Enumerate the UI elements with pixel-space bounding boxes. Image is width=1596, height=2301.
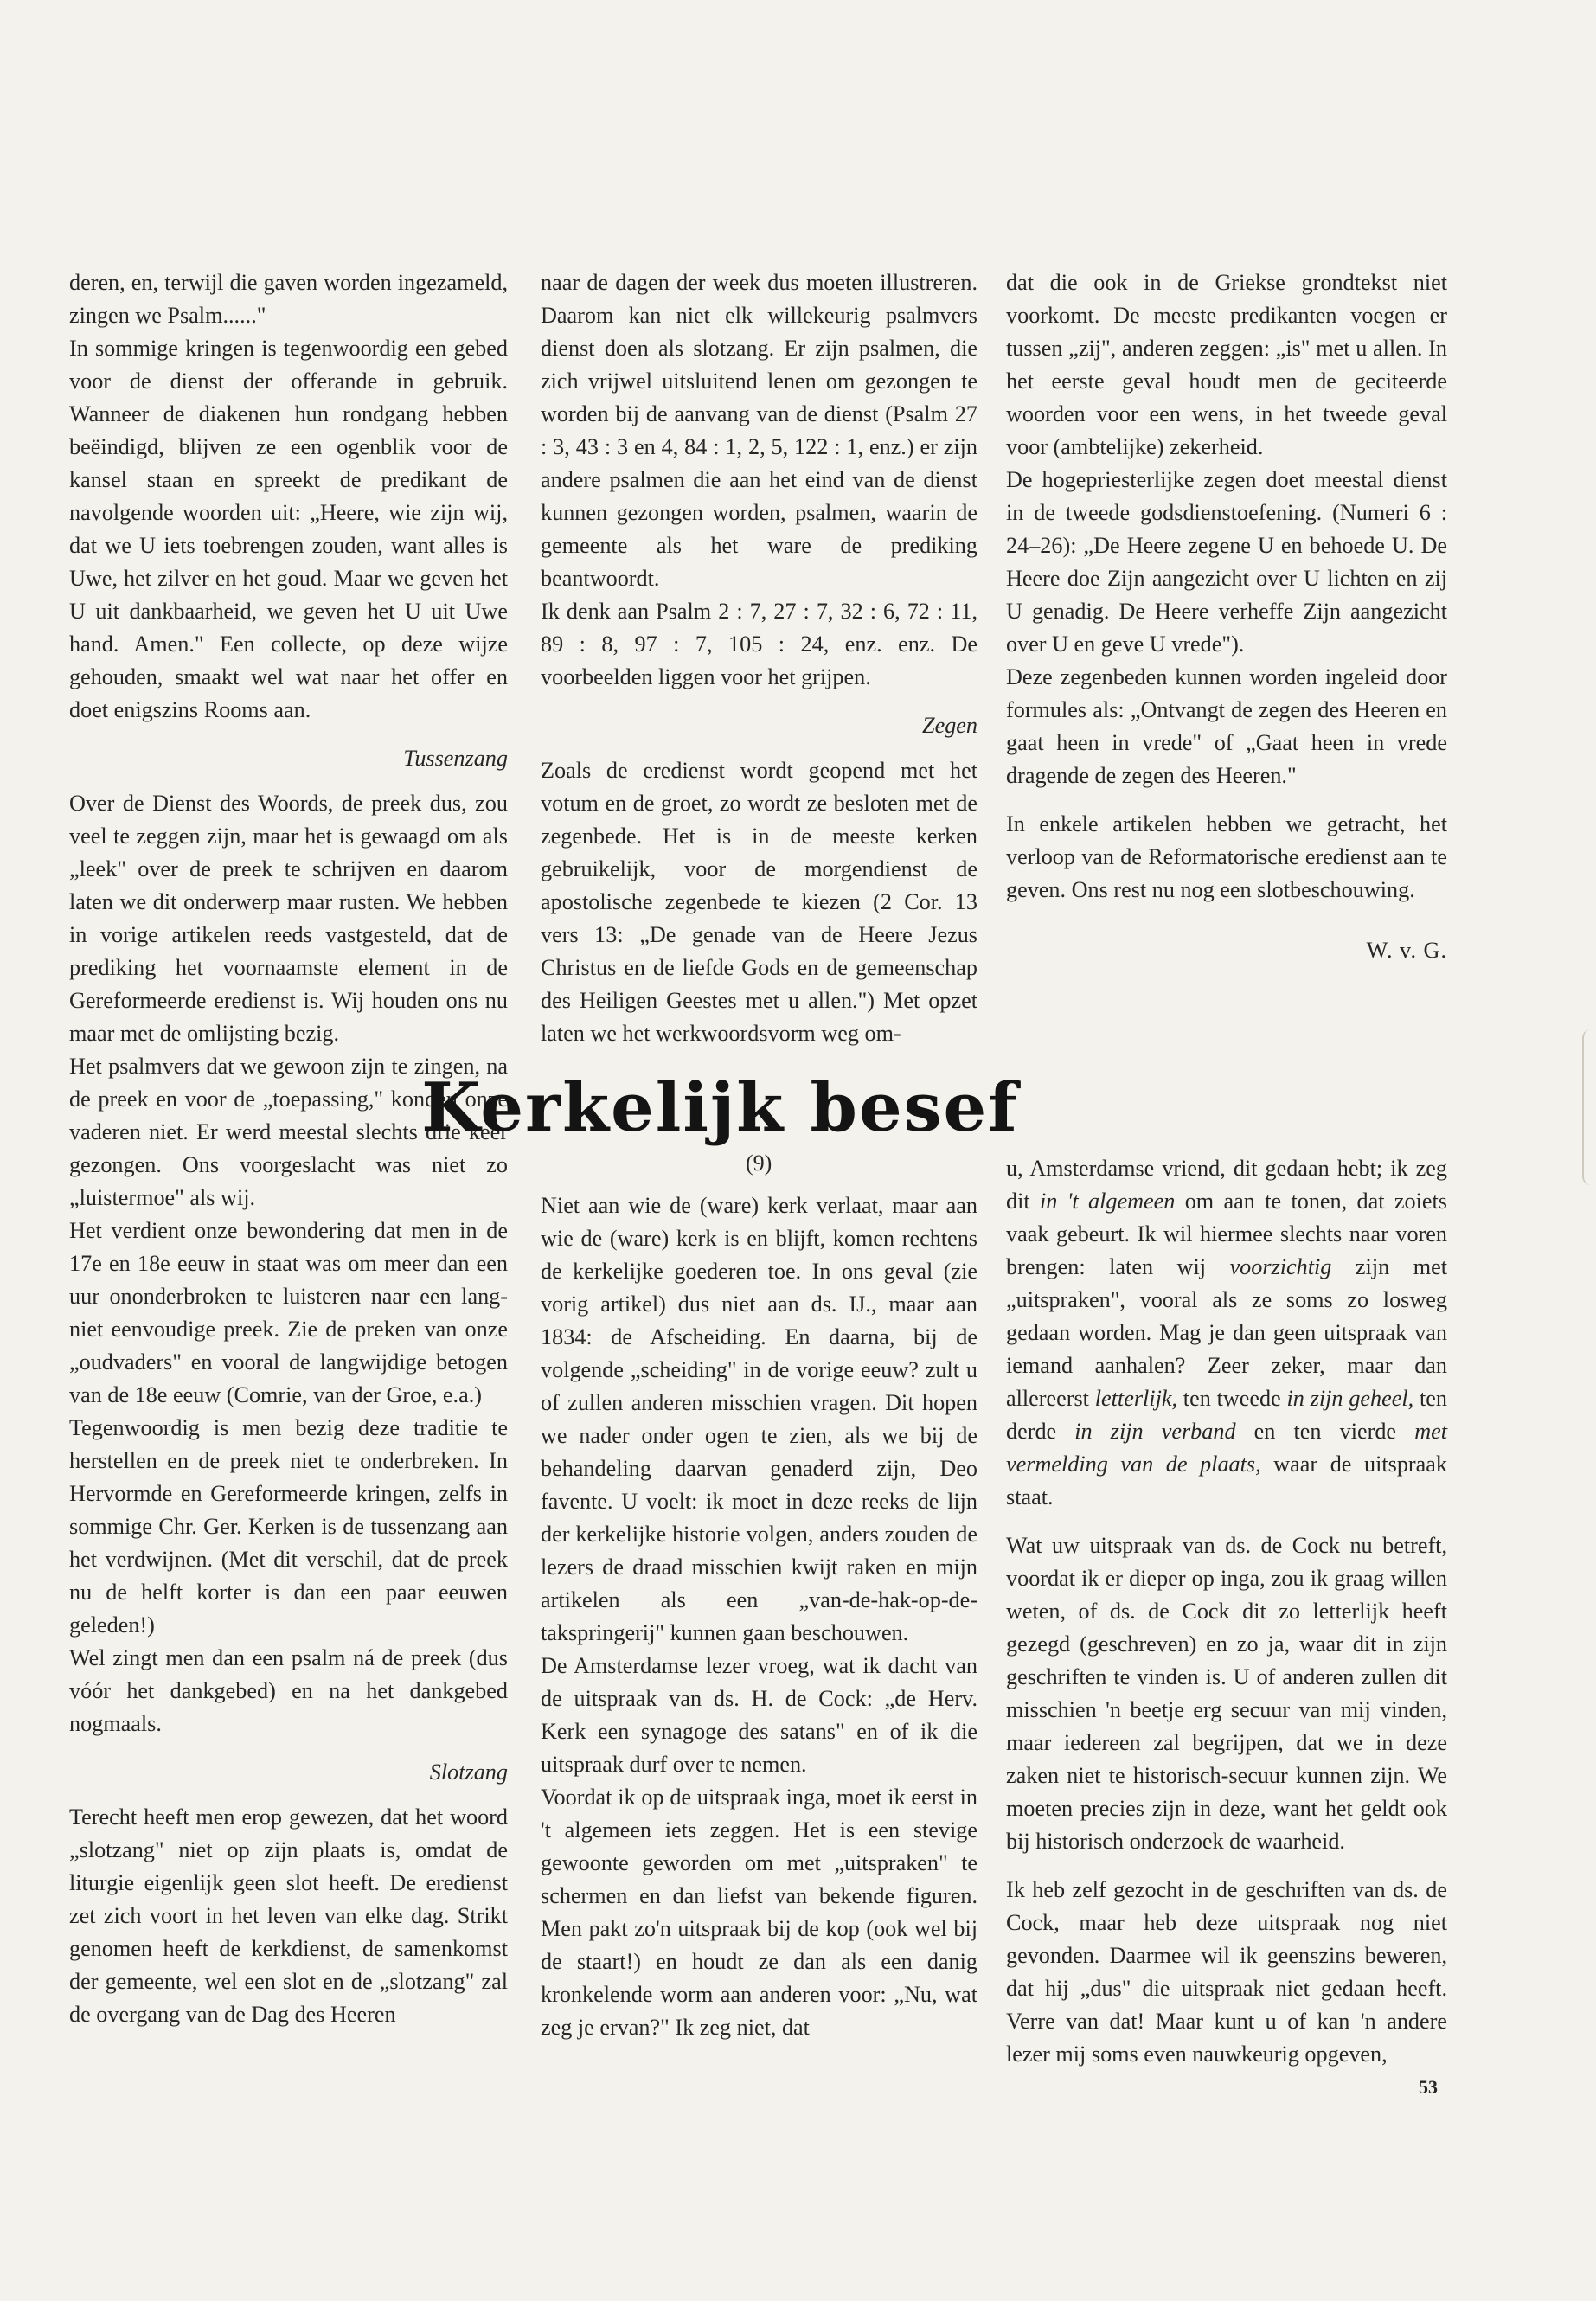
paragraph: Het psalmvers dat we gewoon zijn te zingen, na de preek en voor de „toepassing," konden onze vaderen niet. Er werd meestal slechts drie keer gezongen. Ons voorgeslacht was niet zo „luistermoe" als wij. — [69, 1054, 508, 1210]
emphasis: voorzichtig — [1229, 1254, 1332, 1279]
text-run: zijn met „uitspraken", vooral als ze soms zo losweg gedaan worden. Mag je dan geen uitspraak van iemand aanhalen? Zeer zeker, maar dan allereerst — [1006, 1254, 1447, 1411]
paragraph: Wat uw uitspraak van ds. de Cock nu betreft, voordat ik er dieper op inga, zou ik graag willen weten, of ds. de Cock dit zo letterlijk heeft gezegd (geschreven) en zo ja, waar dit in zijn geschriften te vinden is. U of anderen zullen dit misschien 'n beetje erg secuur van mij vinden, maar iedereen zal begrijpen, dat we in deze zaken niet te historisch-secuur kunnen zijn. We moeten precies zijn in deze, want het geldt ook bij historisch onderzoek de waarheid. — [1006, 1533, 1447, 1854]
subheading-slotzang: Slotzang — [429, 1759, 508, 1785]
paragraph: Wel zingt men dan een psalm ná de preek (dus vóór het dankgebed) en na het dankgebed nogmaals. — [69, 1645, 508, 1736]
subheading-zegen: Zegen — [922, 713, 977, 738]
paragraph: De Amsterdamse lezer vroeg, wat ik dacht van de uitspraak van ds. H. de Cock: „de Herv. Kerk een synagoge des satans" en of ik die uitspraak durf over te nemen. — [541, 1653, 977, 1777]
text-run: ten derde — [1006, 1386, 1447, 1444]
paragraph: Het verdient onze bewondering dat men in de 17e en 18e eeuw in staat was om meer dan een uur ononderbroken te luisteren naar een lang-niet eenvoudige preek. Zie de preken van onze „oudvaders" en vooral de langwijdige betogen van de 18e eeuw (Comrie, van der Groe, e.a.) — [69, 1218, 508, 1407]
page-edge-shadow — [1582, 1029, 1596, 1185]
paragraph: De hogepriesterlijke zegen doet meestal dienst in de tweede godsdienstoefening. (Numeri 6 : 24–26): „De Heere zegene U en behoede U. De Heere doe Zijn aangezicht over U lichten en zij U genadig. De Heere verheffe Zijn aangezicht over U en geve U vrede"). — [1006, 467, 1447, 657]
paragraph: Tegenwoordig is men bezig deze traditie te herstellen en de preek niet te onderbreken. In Hervormde en Gereformeerde kringen, zelfs in sommige Chr. Ger. Kerken is de tussenzang aan het verdwijnen. (Met dit verschil, dat de preek nu de helft korter is dan een paar eeuwen geleden!) — [69, 1415, 508, 1638]
text-run: ten tweede — [1177, 1386, 1287, 1411]
column-1 — [69, 266, 508, 2031]
paragraph: Ik denk aan Psalm 2 : 7, 27 : 7, 32 : 6, 72 : 11, 89 : 8, 97 : 7, 105 : 24, enz. enz. De voorbeelden liggen voor het grijpen. — [541, 599, 977, 689]
paragraph: Zoals de eredienst wordt geopend met het votum en de groet, zo wordt ze besloten met de zegenbede. Het is in de meeste kerken gebruikelijk, voor de morgendienst de apostolische zegenbede te kiezen (2 Cor. 13 vers 13: „De genade van de Heere Jezus Christus en de liefde Gods en de gemeenschap des Heiligen Geestes met u allen.") Met opzet laten we het werkwoordsvorm weg om- — [541, 758, 977, 1046]
text-run: waar de uitspraak staat. — [1006, 1452, 1447, 1509]
subheading-tussenzang: Tussenzang — [403, 746, 508, 771]
column-3-top — [1006, 266, 1447, 967]
emphasis: in zijn verband — [1074, 1419, 1236, 1444]
emphasis: in 't algemeen — [1040, 1189, 1176, 1214]
text-run: u, Amsterdamse vriend, dit gedaan hebt; ik zeg dit — [1006, 1156, 1447, 1214]
column-2-bottom — [541, 1189, 977, 2044]
column-2-top — [541, 266, 977, 1050]
paragraph: Over de Dienst des Woords, de preek dus, zou veel te zeggen zijn, maar het is gewaagd om als „leek" over de preek te schrijven en daarom laten we dit onderwerp maar rusten. We hebben in vorige artikelen reeds vastgesteld, dat de prediking het voornaamste element in de Gereformeerde eredienst is. Wij houden ons nu maar met de omlijsting bezig. — [69, 791, 508, 1046]
paragraph: dat die ook in de Griekse grondtekst niet voorkomt. De meeste predikanten voegen er tussen „zij", anderen zeggen: „is" met u allen. In het eerste geval houdt men de geciteerde woorden voor een wens, in het tweede geval voor (ambtelijke) zekerheid. — [1006, 270, 1447, 459]
column-3-bottom — [1006, 1152, 1447, 2071]
emphasis: met vermelding van de plaats, — [1006, 1419, 1447, 1477]
text-run: en ten vierde — [1235, 1419, 1415, 1444]
emphasis: in zijn geheel, — [1286, 1386, 1414, 1411]
paragraph: Niet aan wie de (ware) kerk verlaat, maar aan wie de (ware) kerk is en blijft, komen rechtens de kerkelijke goederen toe. In ons geval (zie vorig artikel) dus niet aan ds. IJ., maar aan 1834: de Afscheiding. En daarna, bij de volgende „scheiding" in de vorige eeuw? zult u of zullen anderen misschien vragen. Dit hopen we nader onder ogen te zien, als we bij de behandeling daarvan genaderd zijn, Deo favente. U voelt: ik moet in deze reeks de lijn der kerkelijke historie volgen, anders zouden de lezers de draad misschien kwijt raken en mijn artikelen als een „van-de-hak-op-de-takspringerij" kunnen gaan beschouwen. — [541, 1193, 977, 1645]
article-title: Kerkelijk besef — [421, 1068, 1019, 1147]
paragraph: Ik heb zelf gezocht in de geschriften van ds. de Cock, maar heb deze uitspraak nog niet gevonden. Daarmee wil ik geenszins beweren, dat hij „dus" die uitspraak niet gedaan heeft. Verre van dat! Maar kunt u of kan 'n andere lezer mij soms even nauwkeurig opgeven, — [1006, 1877, 1447, 2067]
paragraph: Deze zegenbeden kunnen worden ingeleid door formules als: „Ontvangt de zegen des Heeren en gaat heen in vrede" of „Gaat heen in vrede dragende de zegen des Heeren." — [1006, 664, 1447, 788]
paragraph: deren, en, terwijl die gaven worden ingezameld, zingen we Psalm......" — [69, 270, 508, 328]
author-signature: W. v. G. — [1366, 938, 1447, 963]
emphasis: letterlijk, — [1094, 1386, 1178, 1411]
paragraph: In sommige kringen is tegenwoordig een gebed voor de dienst der offerande in gebruik. Wanneer de diakenen hun rondgang hebben beëindigd, blijven ze een ogenblik voor de kansel staan en spreekt de predikant de navolgende woorden uit: „Heere, wie zijn wij, dat we U iets toebrengen zouden, want alles is Uwe, het zilver en het goud. Maar we geven het U uit dankbaarheid, we geven het U uit Uwe hand. Amen." Een collecte, op deze wijze gehouden, smaakt wel wat naar het offer en doet enigszins Rooms aan. — [69, 336, 508, 722]
paragraph — [1006, 1152, 1447, 1514]
article-issue-number: (9) — [746, 1150, 772, 1176]
paragraph: Voordat ik op de uitspraak inga, moet ik eerst in 't algemeen iets zeggen. Het is een stevige gewoonte geworden om met „uitspraken" te schermen en dan liefst van bekende figuren. Men pakt zo'n uitspraak bij de kop (ook wel bij de staart!) en houdt ze dan als een danig kronkelende worm aan anderen voor: „Nu, wat zeg je ervan?" Ik zeg niet, dat — [541, 1785, 977, 2040]
paragraph: In enkele artikelen hebben we getracht, het verloop van de Reformatorische eredienst aan te geven. Ons rest nu nog een slotbeschouwing. — [1006, 811, 1447, 902]
text-run: om aan te tonen, dat zoiets vaak gebeurt. Ik wil hiermee slechts naar voren brengen: laten wij — [1006, 1189, 1447, 1279]
paragraph: Terecht heeft men erop gewezen, dat het woord „slotzang" niet op zijn plaats is, omdat de liturgie eigenlijk geen slot heeft. De eredienst zet zich voort in het leven van elke dag. Strikt genomen heeft de kerkdienst, de samenkomst der gemeente, wel een slot en de „slotzang" zal de overgang van de Dag des Heeren — [69, 1804, 508, 2027]
paragraph: naar de dagen der week dus moeten illustreren. Daarom kan niet elk willekeurig psalmvers dienst doen als slotzang. Er zijn psalmen, die zich vrijwel uitsluitend lenen om gezongen te worden bij de aanvang van de dienst (Psalm 27 : 3, 43 : 3 en 4, 84 : 1, 2, 5, 122 : 1, enz.) er zijn andere psalmen die aan het eind van de dienst kunnen gezongen worden, psalmen, waarin de gemeente als het ware de prediking beantwoordt. — [541, 270, 977, 591]
page-number: 53 — [1419, 2076, 1438, 2098]
